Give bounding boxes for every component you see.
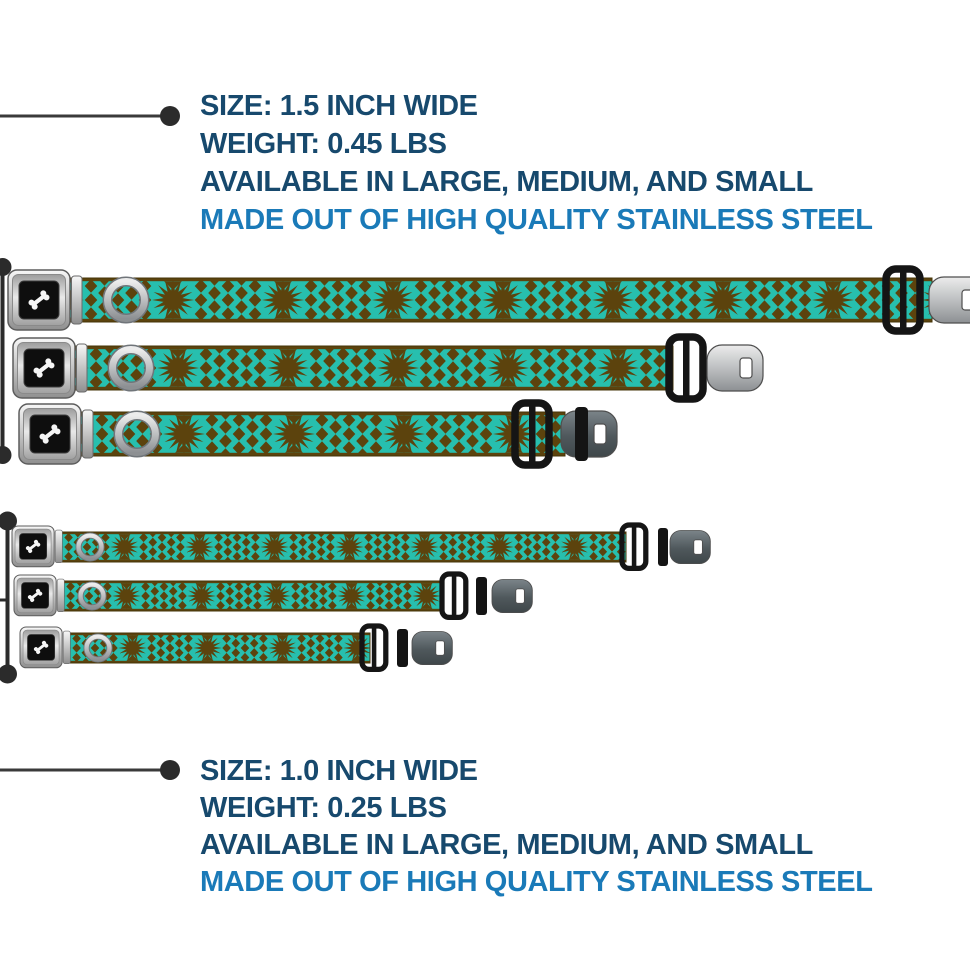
collar-strap (60, 581, 444, 611)
strap-adjuster (442, 574, 466, 617)
spec-block-1-0-inch (200, 753, 873, 901)
collar-1-5-medium (13, 337, 763, 399)
buckle-tongue (412, 632, 452, 665)
collar-strap (64, 278, 932, 322)
collar-1-0-large (12, 525, 710, 568)
collar-strap (69, 346, 673, 390)
weight-text: WEIGHT: 0.45 LBS (200, 128, 447, 160)
availability-text: AVAILABLE IN LARGE, MEDIUM, AND SMALL (200, 829, 813, 861)
buckle-tongue (492, 580, 532, 613)
buckle-tongue (561, 411, 617, 457)
bottom-callout-line (0, 760, 180, 780)
buckle-tongue (670, 531, 710, 564)
size-text: SIZE: 1.0 INCH WIDE (200, 755, 478, 787)
size-text: SIZE: 1.5 INCH WIDE (200, 90, 478, 122)
top-callout-dot (160, 106, 180, 126)
material-text: MADE OUT OF HIGH QUALITY STAINLESS STEEL (200, 866, 873, 898)
strap-keeper (575, 407, 588, 461)
collar-1-5-small (19, 403, 617, 465)
weight-text: WEIGHT: 0.25 LBS (200, 792, 447, 824)
strap-adjuster (669, 337, 703, 399)
strap-keeper (658, 528, 668, 566)
strap-keeper (476, 577, 487, 615)
availability-text: AVAILABLE IN LARGE, MEDIUM, AND SMALL (200, 166, 813, 198)
collar-1-0-small (20, 626, 452, 669)
spec-block-1-5-inch (200, 87, 873, 239)
collar-strap (58, 532, 626, 562)
top-callout-line (0, 106, 180, 126)
seatbelt-buckle (12, 526, 62, 567)
collar-1-5-large (8, 269, 970, 331)
buckle-tongue (929, 277, 970, 323)
strap-keeper (397, 629, 408, 667)
seatbelt-buckle (20, 627, 70, 668)
bottom-callout-dot (160, 760, 180, 780)
collar-1-0-medium (14, 574, 532, 617)
material-text: MADE OUT OF HIGH QUALITY STAINLESS STEEL (200, 204, 873, 236)
seatbelt-buckle (14, 575, 64, 616)
buckle-tongue (707, 345, 763, 391)
